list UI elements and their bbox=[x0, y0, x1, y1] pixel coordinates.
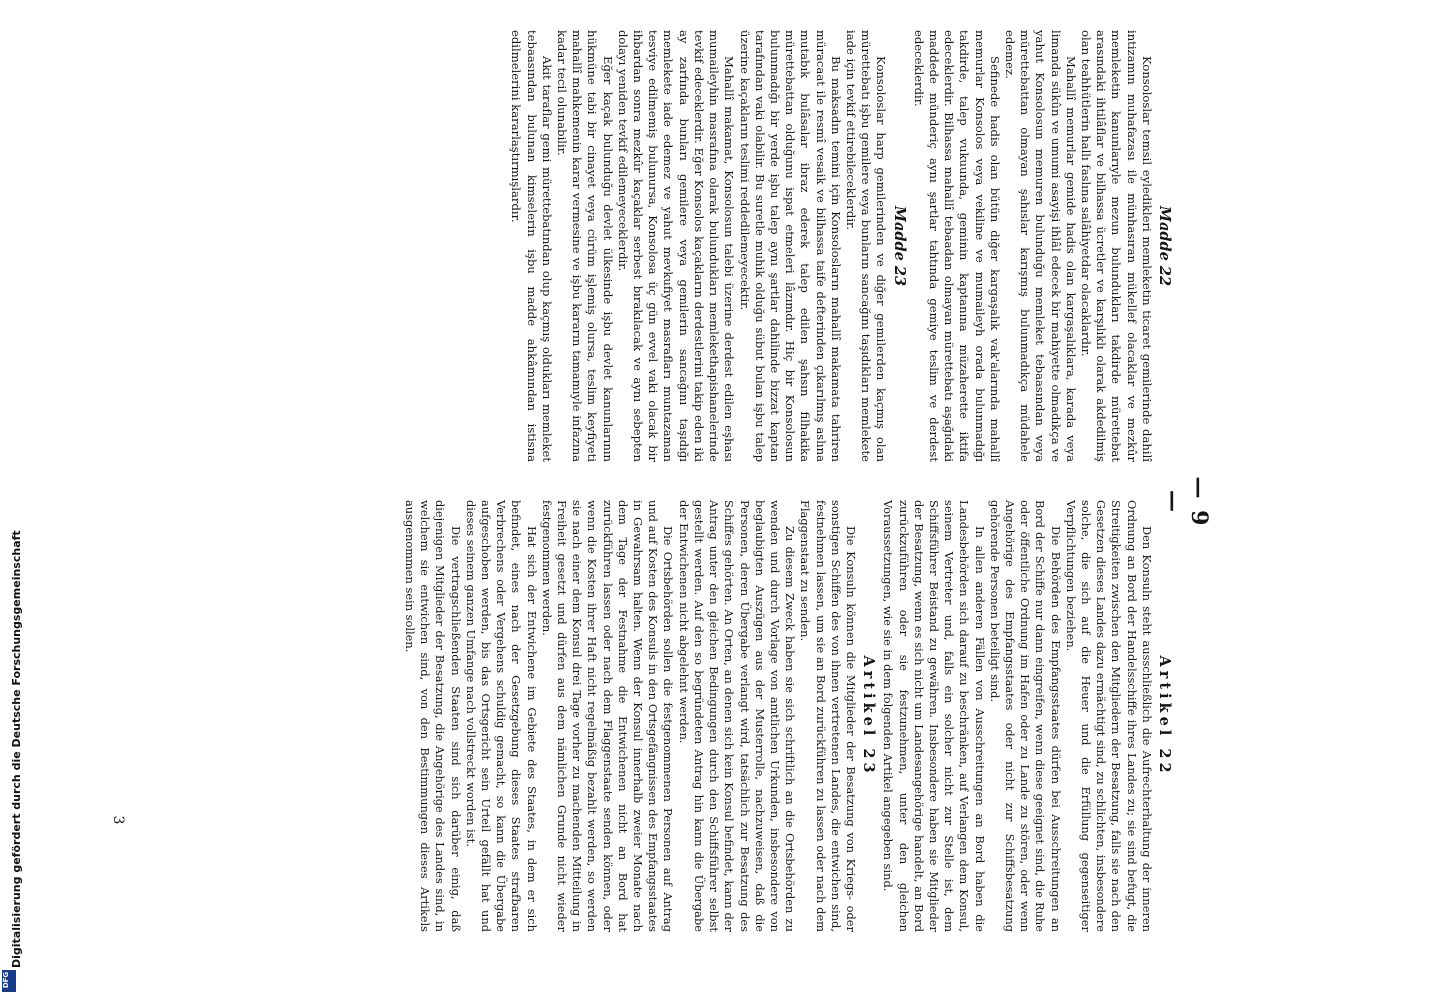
signature-mark: 3 bbox=[110, 815, 126, 825]
artikel-23-paragraph: Hat sich der Entwichene im Gebiete des Staates, in dem er sich befindet, eines nach der Gesetzgebung dieses Staates strafbaren Verbrechens oder Vergehens schuldig gemacht, so kann die Übergabe aufgeschoben werden, bis das Ortsgericht sein Urteil gefällt hat und dieses seinem ganzen Umfange nach vollstreckt worden ist. bbox=[463, 500, 539, 932]
rotated-document bbox=[86, 30, 1216, 980]
digitization-note bbox=[0, 0, 23, 1000]
madde-23-paragraph: Mahallî makamat, Konsolosun talebi üzerine derdest edilen eşhası mumaileyhin masrafına olarak bulundukları memlekethapishanelerinde tevkif edeceklerdir. Eğer Konsolos kaçakların derdestlerini takip eden iki ay zarfında bunları gemilere veya gemilerin sancağını taşıdığı memlekete iade edemez ve yahut mevkufiyet masrafları muntazaman tesviye edilmemiş bulunursa, Konsolosa üç gün evvel vaki olacak bir ihbardan sonra mezkûr kaçaklar serbest bırakılacak ve aynı sebepten dolayı yeniden tevkif edilemeyeceklerdir. bbox=[615, 30, 737, 462]
artikel-23-paragraph: Die vertragschließenden Staaten sind sich darüber einig, daß diejenigen Mitglieder der Besatzung, die Angehörige des Landes sind, in welchem sie entwichen sind, von den Bestimmungen dieses Artikels ausgenommen sein sollen. bbox=[403, 500, 463, 932]
madde-22-heading: Madde 22 bbox=[1156, 205, 1173, 287]
artikel-22-heading: Artikel 22 bbox=[1156, 655, 1173, 777]
artikel-23-paragraph: Die Ortsbehörden sollen die festgenommenen Personen auf Antrag und auf Kosten des Konsuls in den Ortsgefängnissen des Empfangsstaates in Gewahrsam halten. Wenn der Konsul innerhalb zweier Monate nach dem Tage der Festnahme die Entwichenen nicht an Bord hat zurückführen lassen oder nach dem Flaggenstaate senden können, oder wenn die Kosten ihrer Haft nicht regelmäßig bezahlt werden, so werden sie nach einer dem Konsul drei Tage vorher zu machenden Mitteilung in Freiheit gesetzt und dürfen aus dem nämlichen Grunde nicht wieder festgenommen werden. bbox=[539, 500, 676, 932]
artikel-22-paragraph: Die Behörden des Empfangsstaates dürfen bei Ausschreitungen an Bord der Schiffe nur dann eingreifen, wenn diese geeignet sind, die Ruhe oder öffentliche Ordnung im Hafen oder zu Lande zu stören, oder wenn Angehörige des Empfangsstaates oder nicht zur Schiffsbesatzung gehörende Personen beteiligt sind. bbox=[987, 500, 1063, 932]
artikel-23-paragraph: Die Konsuln können die Mitglieder der Besatzung von Kriegs- oder sonstigen Schiffen des von ihnen vertretenen Landes, die entwichen sind, festnehmen lassen, um sie an Bord zurückführen zu lassen oder nach dem Flaggenstaat zu senden. bbox=[798, 500, 858, 932]
artikel-22-paragraph: In allen anderen Fällen von Ausschreitungen an Bord haben die Landesbehörden sich darauf zu beschränken, auf Verlangen dem Konsul, seinem Vertreter und, falls ein solcher nicht zur Stelle ist, dem Schiffsführer Beistand zu gewähren. Insbesondere haben sie Mitglieder der Besatzung, wenn es sich nicht um Landesangehörige handelt, an Bord zurückzuführen oder sie festzunehmen, unter den gleichen Voraussetzungen, wie sie in dem folgenden Artikel angegeben sind. bbox=[881, 500, 987, 932]
madde-23-paragraph: Akit taraflar gemi mürettebatından olup kaçmış oldukları memleket tebaasından bulunan kimselerin işbu madde ahkâmından istisna edilmelerini kararlaştırmışlardır. bbox=[509, 30, 554, 462]
madde-22-paragraph: Mahallî memurlar gemide hadis olan kargaşalıklara, karada veya limanda sükûn ve umumi asayişi ihlâl edecek bir mahiyette olmadıkça ve yahut Konsolosun memuren bulunduğu memleket tebaasından veya mürettebattan olmayan şahıslar karışmış bulunmadıkça müdahele edemez. bbox=[1002, 30, 1078, 462]
page-number: — 9 — bbox=[1160, 476, 1212, 528]
artikel-23-paragraph: Zu diesem Zweck haben sie sich schriftlich an die Ortsbehörden zu wenden und durch Vorlage von amtlichen Urkunden, insbesondere von beglaubigten Auszügen aus der Musterrolle, nachzuweisen, daß die Personen, deren Übergabe verlangt wird, tatsächlich zur Besatzung des Schiffes gehörten. An Orten, an denen sich kein Konsul befindet, kann der Antrag unter den gleichen Bedingungen durch den Schiffsführer selbst gestellt werden. Auf den so begründeten Antrag hin kann die Übergabe der Entwichenen nicht abgelehnt werden. bbox=[676, 500, 798, 932]
madde-23-paragraph: Bu maksadın temini için Konsolosların mahallî makamata tahriren müracaat ile resmî vesaik ve bilhassa taife defterinden çıkarılmış aslına mutabık bulâsalar ibraz ederek talep edilen şahsın filhakika mürettebattan olduğunu ispat etmeleri lâzımdır. Hiç bir Konsolosun bulunmadığı bir yerde işbu talep aynı şartlar dahilinde bizzat kaptan tarafından vaki olabilir. Bu suretle muhik olduğu sübut bulan işbu talep üzerine kaçakların teslimi reddedilemeyecektir. bbox=[737, 30, 843, 462]
artikel-23-heading: Artikel 23 bbox=[860, 655, 878, 777]
dfg-credit-text: Digitalisierung gefördert durch die Deutsche Forschungsgemeinschaft bbox=[10, 530, 23, 968]
madde-23-paragraph: Konsoloslar harp gemilerinden ve diğer gemilerden kaçmış olan mürettebatı işbu gemilere veya bunların sancağını taşıdıkları memlekete iade için tevkif ettirebileceklerdir. bbox=[843, 30, 889, 462]
madde-22-paragraph: Sefinede hadis olan bütün diğer kargaşalık vak'alarında mahallî memurlar Konsolos veya vekiline ve mumaileyh orada bulunmadığı takdirde, talep vukuunda, geminin kaptanına müzaherette iktifa edeceklerdir. Bilhassa mahallî tebaadan olmayan mürettebatı aşağıdaki maddede münderiç aynı şartlar tahtında gemiye teslim ve derdest edeceklerdir. bbox=[911, 30, 1002, 462]
madde-23-heading: Madde 23 bbox=[890, 205, 908, 287]
artikel-22-paragraph: Den Konsuln steht ausschließlich die Aufrechterhaltung der inneren Ordnung an Bord der Handelsschiffe ihres Landes zu; sie sind befugt, die Streitigkeiten zwischen den Mitgliedern der Besatzung, falls sie nach den Gesetzen dieses Landes dazu ermächtigt sind, zu schlichten, insbesondere solche, die sich auf die Heuer und die Erfüllung gegenseitiger Verpflichtungen beziehen. bbox=[1063, 500, 1154, 932]
turkish-column bbox=[508, 30, 1176, 462]
dfg-logo-icon: DFG bbox=[2, 970, 16, 992]
german-column bbox=[402, 500, 1176, 932]
madde-22-paragraph: Konsoloslar temsil eyledikleri memleketin ticaret gemilerinde dahilî intizamın muhafazası ile münhasıran mükellef olacaklar ve mezkûr memleketin kanunlarıyle mezun bulundukları takdirde mürettebat arasındaki ihtilâflar ve bilhassa ücretler ve karşılıklı olarak akdedilmiş olan teahhütlerin hallı faslına salâhiyetdar olacaklardır. bbox=[1078, 30, 1154, 462]
madde-23-paragraph: Eğer kaçak bulunduğu devlet ülkesinde işbu devlet kanunlarının hükmüne tabi bir cinayet veya cürüm işlemiş olursa, teslim keyfiyeti mahallî mahkemenin karar vermesine ve işbu kararın tamamıyle infazına kadar tecil olunabilir. bbox=[555, 30, 615, 462]
